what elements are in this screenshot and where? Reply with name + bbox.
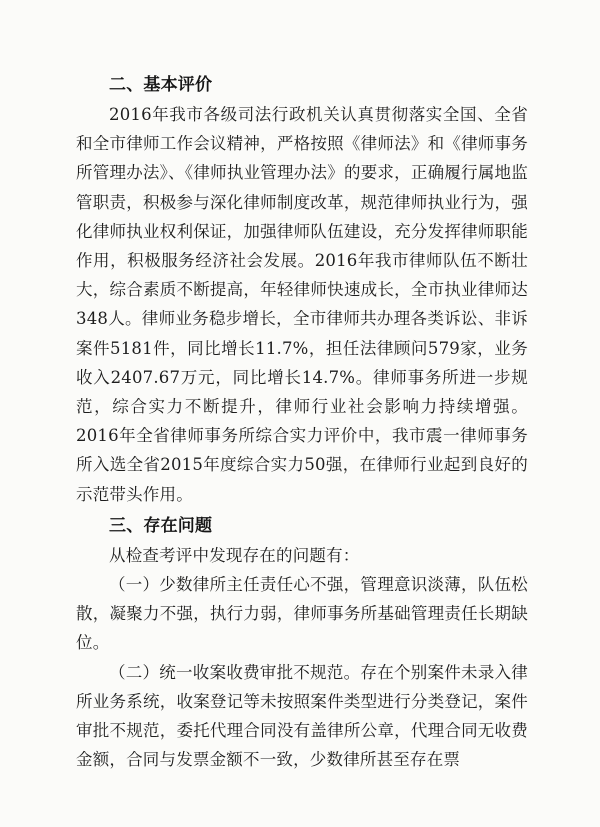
problem-item-2: （二）统一收案收费审批不规范。存在个别案件未录入律所业务系统，收案登记等未按照案件类型进行分类登记，案件审批不规范，委托代理合同没有盖律所公章，代理合同无收费金额，合同与发票金额不一致，少数律所甚至存在票 (76, 662, 528, 770)
section-heading-existing-problems: 三、存在问题 (109, 515, 213, 536)
problems-intro-paragraph: 从检查考评中发现存在的问题有： (109, 545, 360, 565)
document-body (76, 70, 528, 774)
section-heading-basic-evaluation: 二、基本评价 (109, 75, 213, 95)
basic-evaluation-paragraph: 2016年我市各级司法行政机关认真贯彻落实全国、全省和全市律师工作会议精神，严格按照《律师法》和《律师事务所管理办法》、《律师执业管理办法》的要求，正确履行属地监管职责，积极参与深化律师制度改革，规范律师执业行为，强化律师执业权利保证，加强律师队伍建设，充分发挥律师职能作用，积极服务经济社会发展。2016年我市律师队伍不断壮大，综合素质不断提高，年轻律师快速成长，全市执业律师达348人。律师业务稳步增长，全市律师共办理各类诉讼、非诉案件5181件，同比增长11.7%，担任法律顾问579家，业务收入2407.67万元，同比增长14.7%。律师事务所进一步规范，综合实力不断提升，律师行业社会影响力持续增强。2016年全省律师事务所综合实力评价中，我市震一律师事务所入选全省2015年度综合实力50强，在律师行业起到良好的示范带头作用。 (76, 105, 528, 504)
problem-item-1: （一）少数律所主任责任心不强，管理意识淡薄，队伍松散，凝聚力不强，执行力弱，律师事务所基础管理责任长期缺位。 (76, 575, 528, 653)
